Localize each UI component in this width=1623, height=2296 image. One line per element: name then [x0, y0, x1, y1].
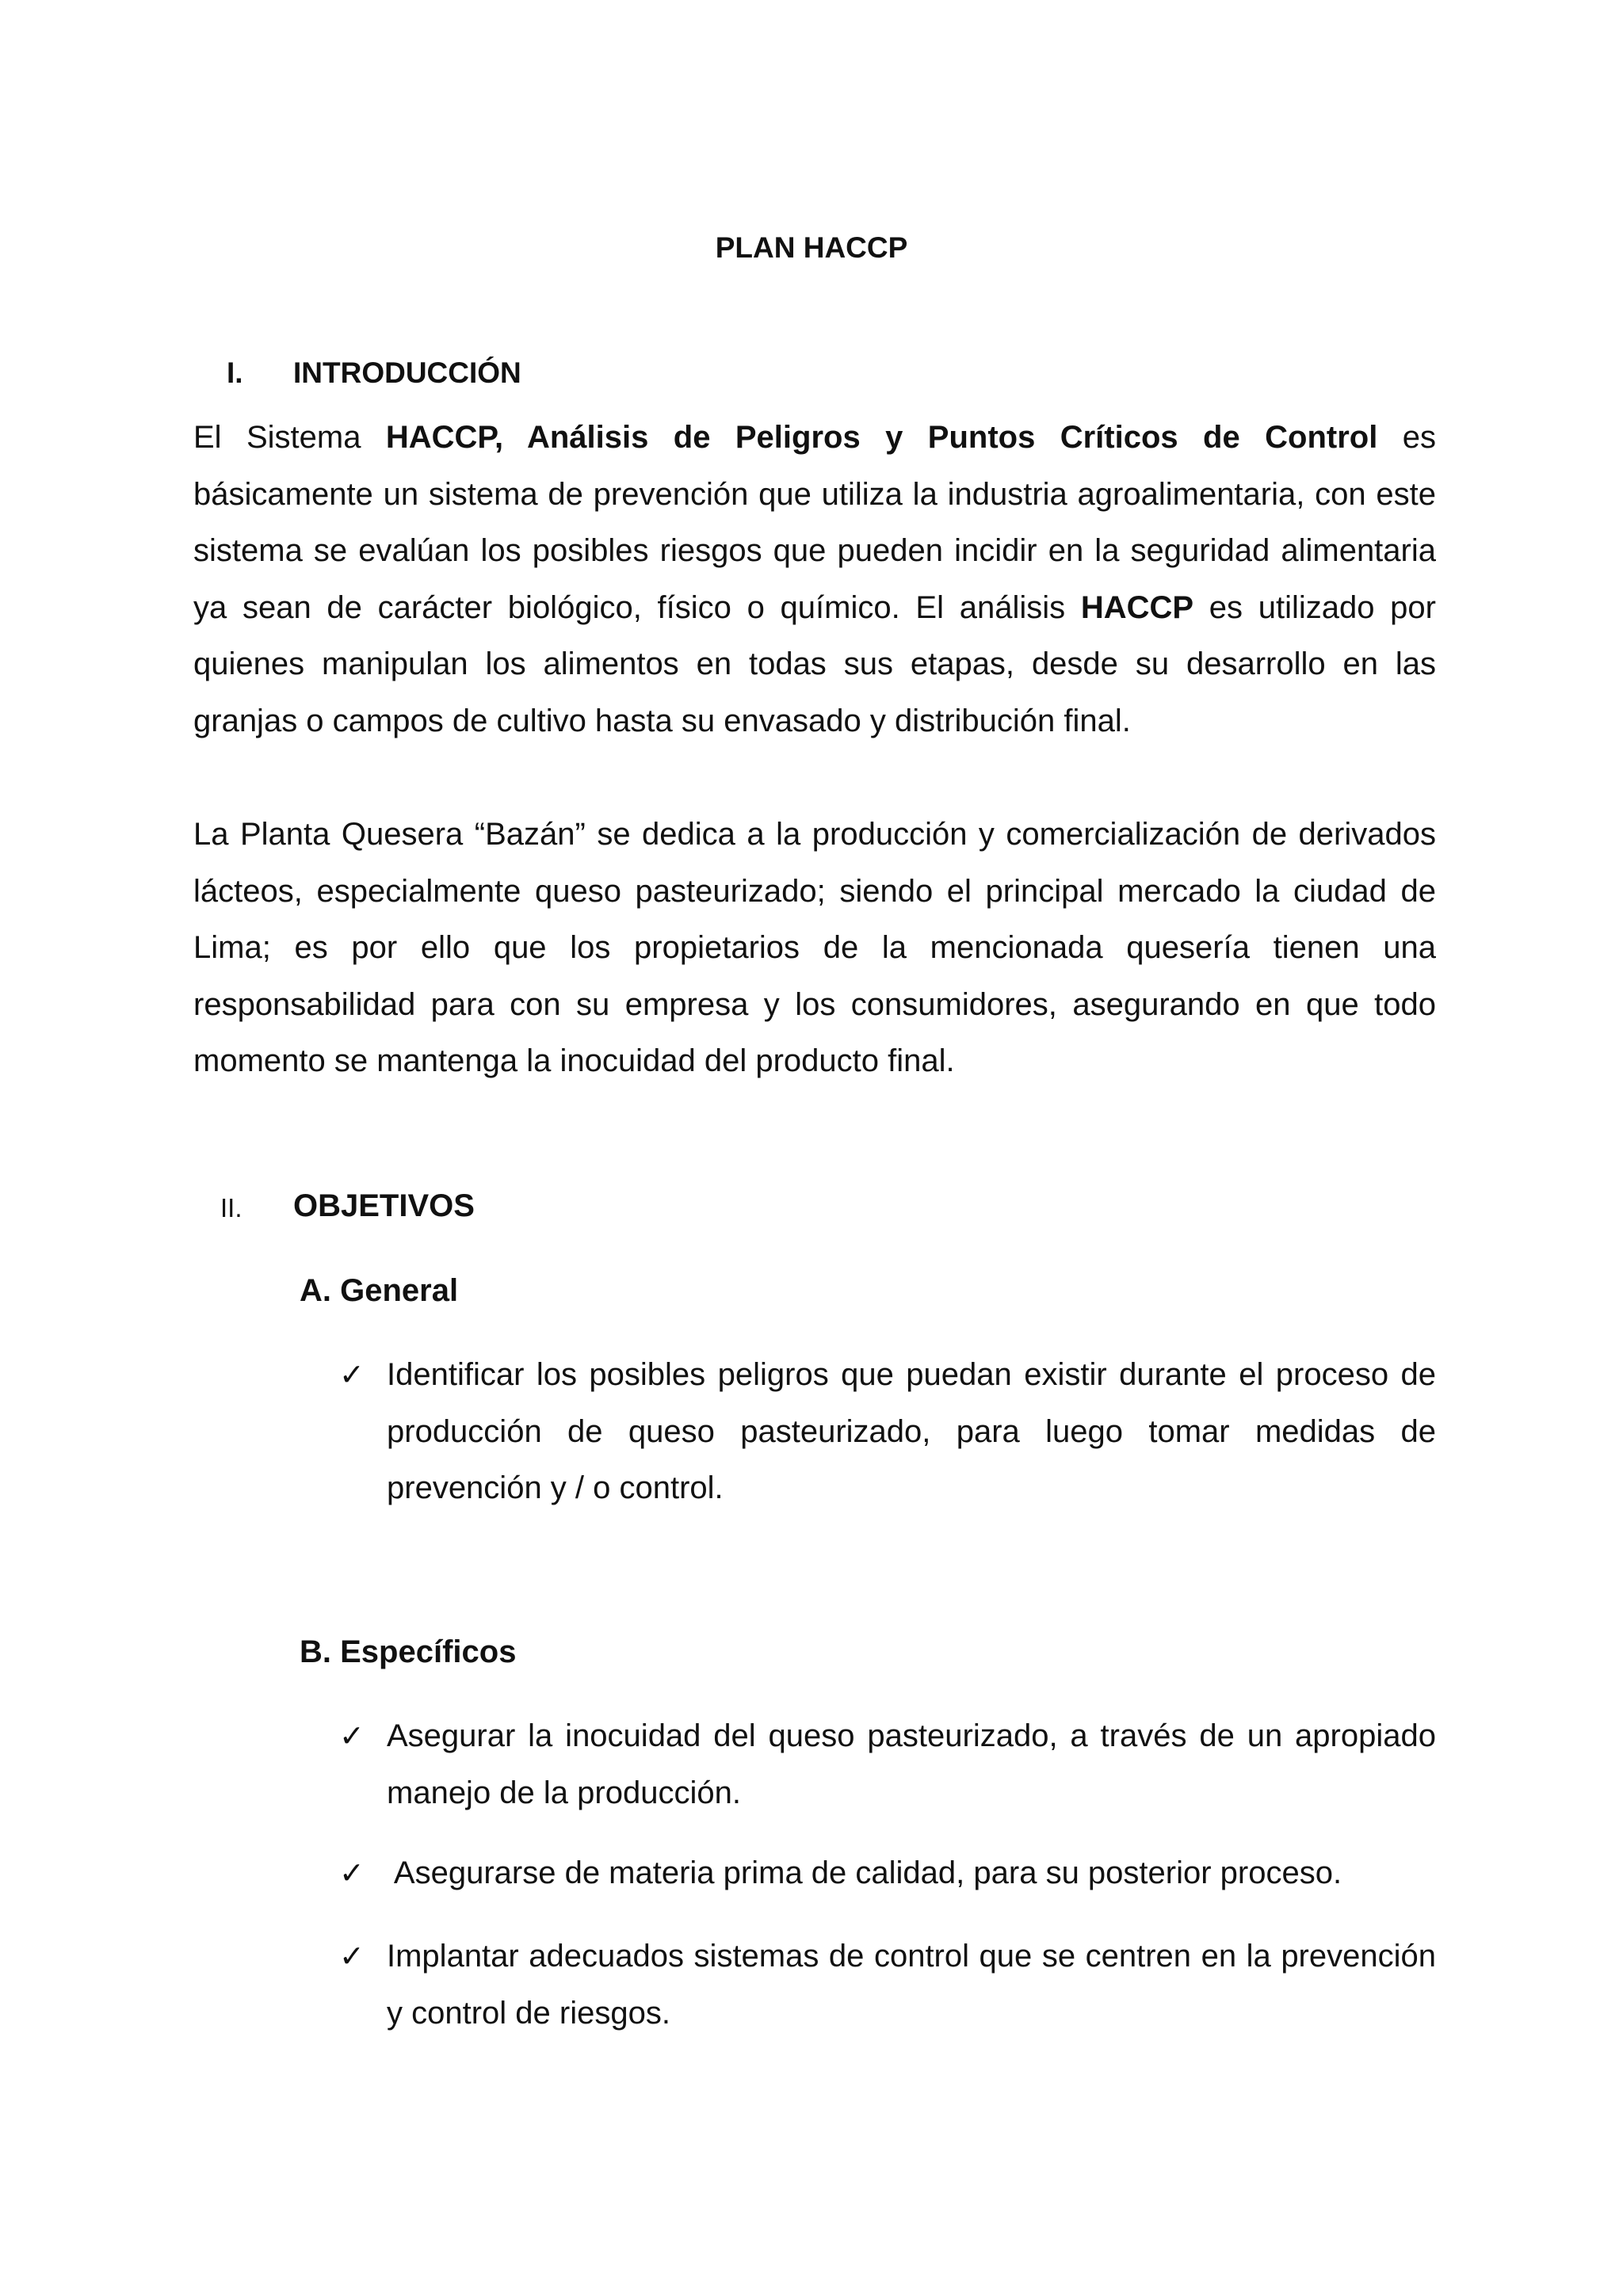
checkmark-icon: ✓ — [339, 1940, 365, 1974]
section-title-intro: INTRODUCCIÓN — [293, 357, 521, 389]
intro-p1-bold-1: HACCP, Análisis de Peligros y Puntos Críticos de Control — [385, 420, 1378, 455]
intro-paragraph-1 — [193, 410, 1436, 749]
specific-objective-item-1: Asegurar la inocuidad del queso pasteurizado, a través de un apropiado manejo de la producción. — [387, 1718, 1436, 1810]
intro-p1-text-3: es utilizado por quienes manipulan los alimentos en todas sus etapas, desde su desarrollo en las granjas o campos de cultivo hasta su envasado y distribución final. — [193, 589, 1436, 738]
intro-p1-text-2: es básicamente un sistema de prevención que utiliza la industria agroalimentaria, con este sistema se evalúan los posibles riesgos que pueden incidir en la seguridad alimentaria ya sean de carácter biológico, físico o químico. El análisis — [193, 420, 1436, 625]
intro-paragraph-2: La Planta Quesera “Bazán” se dedica a la producción y comercialización de derivados lácteos, especialmente queso pasteurizado; siendo el principal mercado la ciudad de Lima; es por ello que los propietarios de la mencionada quesería tienen una responsabilidad para con su empresa y los consumidores, asegurando en que todo momento se mantenga la inocuidad del producto final. — [193, 817, 1436, 1078]
checkmark-icon: ✓ — [339, 1857, 365, 1890]
checkmark-icon: ✓ — [339, 1359, 365, 1392]
specific-objective-item-3: Implantar adecuados sistemas de control que se centren en la prevención y control de riesgos. — [387, 1939, 1436, 2031]
intro-p1-bold-2: HACCP — [1080, 589, 1194, 625]
section-number-objetivos: II. — [220, 1193, 242, 1222]
checkmark-icon: ✓ — [339, 1720, 365, 1753]
subsection-heading-especificos: B. Específicos — [300, 1634, 517, 1669]
general-objective-item: Identificar los posibles peligros que puedan existir durante el proceso de producción de queso pasteurizado, para luego tomar medidas de prevención y / o control. — [387, 1357, 1436, 1505]
section-number-intro: I. — [227, 357, 243, 389]
intro-p1-text-1: El Sistema — [193, 420, 386, 455]
document-title: PLAN HACCP — [715, 231, 908, 264]
section-title-objetivos: OBJETIVOS — [293, 1188, 475, 1223]
specific-objective-item-2: Asegurarse de materia prima de calidad, para su posterior proceso. — [387, 1855, 1342, 1890]
subsection-heading-general: A. General — [300, 1273, 459, 1308]
